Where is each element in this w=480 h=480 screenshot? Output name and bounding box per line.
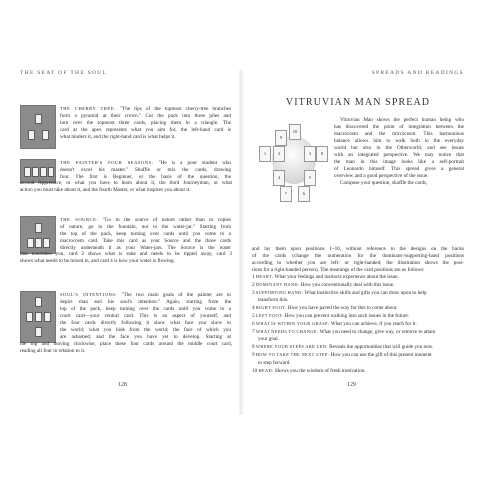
spread-card	[35, 312, 42, 322]
spread-card	[28, 130, 35, 140]
page-title: VITRUVIAN MAN SPREAD	[285, 97, 431, 108]
list-item-continuation: transform this.	[258, 297, 289, 304]
section-text: THE SOURCE: "Go to the source of nature rather than to copies of nature; go to the fountain, not to the water-jar." Starting from the top of the pack, keep turning over cards until you come to a macrocosm card. Take this card as your Source and the three cards directly underneath it as your Water-jars. The Source is the water	[60, 217, 231, 252]
section-heading: THE SOURCE:	[60, 217, 99, 222]
list-item: 4 RIGHT FOOT: How you have paved the way for this to come about.	[252, 305, 398, 312]
position-card: 2	[273, 146, 285, 162]
section-text: THE CHERRY TREE: "The tips of the topmost cherry-tree branches form a pyramid at their crown." Cut the pack into three piles and turn over the topmost three cards, placing them in a triangle. The card at the apex represents what you aim for, the left-hand card is what hinders it, and the right-hand card is what helps it.	[60, 106, 231, 141]
running-head: SPREADS AND READINGS	[371, 70, 464, 76]
spread-card	[43, 238, 50, 248]
spread-card	[26, 312, 33, 322]
running-head: THE SEAT OF THE SOUL	[20, 70, 108, 76]
position-card: 3	[304, 146, 316, 162]
position-meanings-list	[252, 273, 464, 375]
position-card: 10	[289, 124, 301, 140]
spread-card	[35, 327, 42, 337]
section-heading: THE PAINTER'S FOUR SEASONS:	[60, 160, 154, 165]
section-text: SOUL'S INTENTIONS: "The two main goals of the painter are to depict man and his soul's intention." Again, starting from the top of the pack, keep turning over the cards until you come to a court card—your central card. This is an aspect of yourself, and the four cards directly following it show what face you show to the world; what you hide from the world; the face of which you are ashamed; and the face you have yet to develop. Starting at	[60, 292, 231, 341]
intro-text: Vitruvian Man shows the perfect human being who has discovered the point of integration between the macrocosm and the microcosm. This harmonious balance allows him to walk both in the everyday world but also in the Otherworld, and see issues with an integrated perspective. We may notice that the man in this image looks like a self-portrait of Leonardo himself. This spread gives a general overview and a good perspective of the issue. Compose your question, shuffle the cards,	[334, 117, 464, 187]
spread-card	[35, 238, 42, 248]
list-item: 3 SUPPORTING HAND: What instinctive skills and gifts you can draw upon to help	[252, 290, 427, 297]
position-card: 1	[259, 146, 271, 162]
section-text-full: that nourishes you, card 2 shows what is stale and needs to be tipped away, card 3 shows what needs to be mixed in, and card 4 is how your water is flowing.	[20, 251, 232, 265]
list-item: 9 HOW TO TAKE THE NEXT STEP: How you can use the gift of this present moment	[252, 352, 432, 359]
section-text-full: second Apprentice, or what you have to learn about it, the third Journeyman, or what action you must take about it, and the fourth Master, or what inspires you about it.	[20, 180, 232, 194]
list-item-continuation: your goal.	[258, 336, 280, 343]
spread-card	[40, 167, 47, 177]
page-number: 128	[118, 382, 127, 388]
spread-card	[24, 167, 31, 177]
right-page	[252, 70, 464, 415]
list-item: 10 HEAD: Shows you the wisdom of fresh motivation.	[252, 367, 366, 374]
section-heading: SOUL'S INTENTIONS:	[60, 292, 118, 297]
spread-card	[44, 312, 51, 322]
spread-diagram-souls-intentions	[20, 291, 56, 343]
spread-card	[35, 223, 42, 233]
position-card: 7	[280, 186, 292, 202]
spread-card	[35, 114, 42, 124]
spread-card	[48, 167, 54, 177]
section-text: THE PAINTER'S FOUR SEASONS: "He is a poor student who doesn't excel his master." Shuffle or mix the cards, drawing four. The first is Beginner, or the basis of the question, the	[60, 160, 231, 181]
position-card: 8	[316, 146, 328, 162]
page-number: 129	[347, 382, 356, 388]
position-card: 6	[298, 186, 310, 202]
body-text: and lay them upon positions 1–10, without reference to the designs on the backs of the cards (change the numeration for the dominant-/supporting-hand positions according to whether you are left- or right-handed; the illustration shows the posi- tions for a right-handed person). The meanings of the card positions are as follows:	[252, 246, 464, 274]
list-item-continuation: to step forward.	[258, 359, 291, 366]
list-item: 6 WHAT IS WITHIN YOUR GRASP: What you can achieve, if you reach for it.	[252, 321, 417, 328]
spread-card	[42, 130, 49, 140]
list-item: 2 DOMINANT HAND: How you conventionally deal with this issue.	[252, 282, 395, 289]
position-card: 5	[304, 170, 316, 186]
position-card: 4	[273, 170, 285, 186]
section-heading: THE CHERRY TREE:	[60, 106, 116, 111]
spread-card	[27, 238, 34, 248]
section-cherry-tree	[20, 105, 232, 155]
book-gutter	[238, 70, 244, 415]
list-item: 5 LEFT FOOT: How you can prevent walking into such issues in the future.	[252, 313, 409, 320]
left-page	[20, 70, 232, 415]
section-souls-intentions	[20, 291, 232, 361]
spread-card	[35, 297, 42, 307]
spread-diagram-the-source	[20, 216, 56, 254]
vitruvian-spread-diagram	[258, 124, 330, 201]
section-text-full: the top and moving clockwise, place these four cards around the middle court card, reading all four in relation to it.	[20, 341, 232, 355]
section-the-source	[20, 216, 232, 286]
list-item: 1 HEART: What your feelings and instincts experience about the issue.	[252, 274, 399, 280]
position-card: 9	[275, 130, 287, 146]
spread-card	[32, 167, 39, 177]
list-item: 7 WHAT NEEDS TO CHANGE: What you need to change, give way, or remove to attain	[252, 329, 436, 336]
section-painters-four-seasons	[20, 159, 232, 209]
spread-diagram-cherry-tree	[20, 105, 56, 149]
list-item: 8 WHERE YOUR STEPS ARE LED: Reveals the opportunities that will guide you now.	[252, 344, 434, 351]
